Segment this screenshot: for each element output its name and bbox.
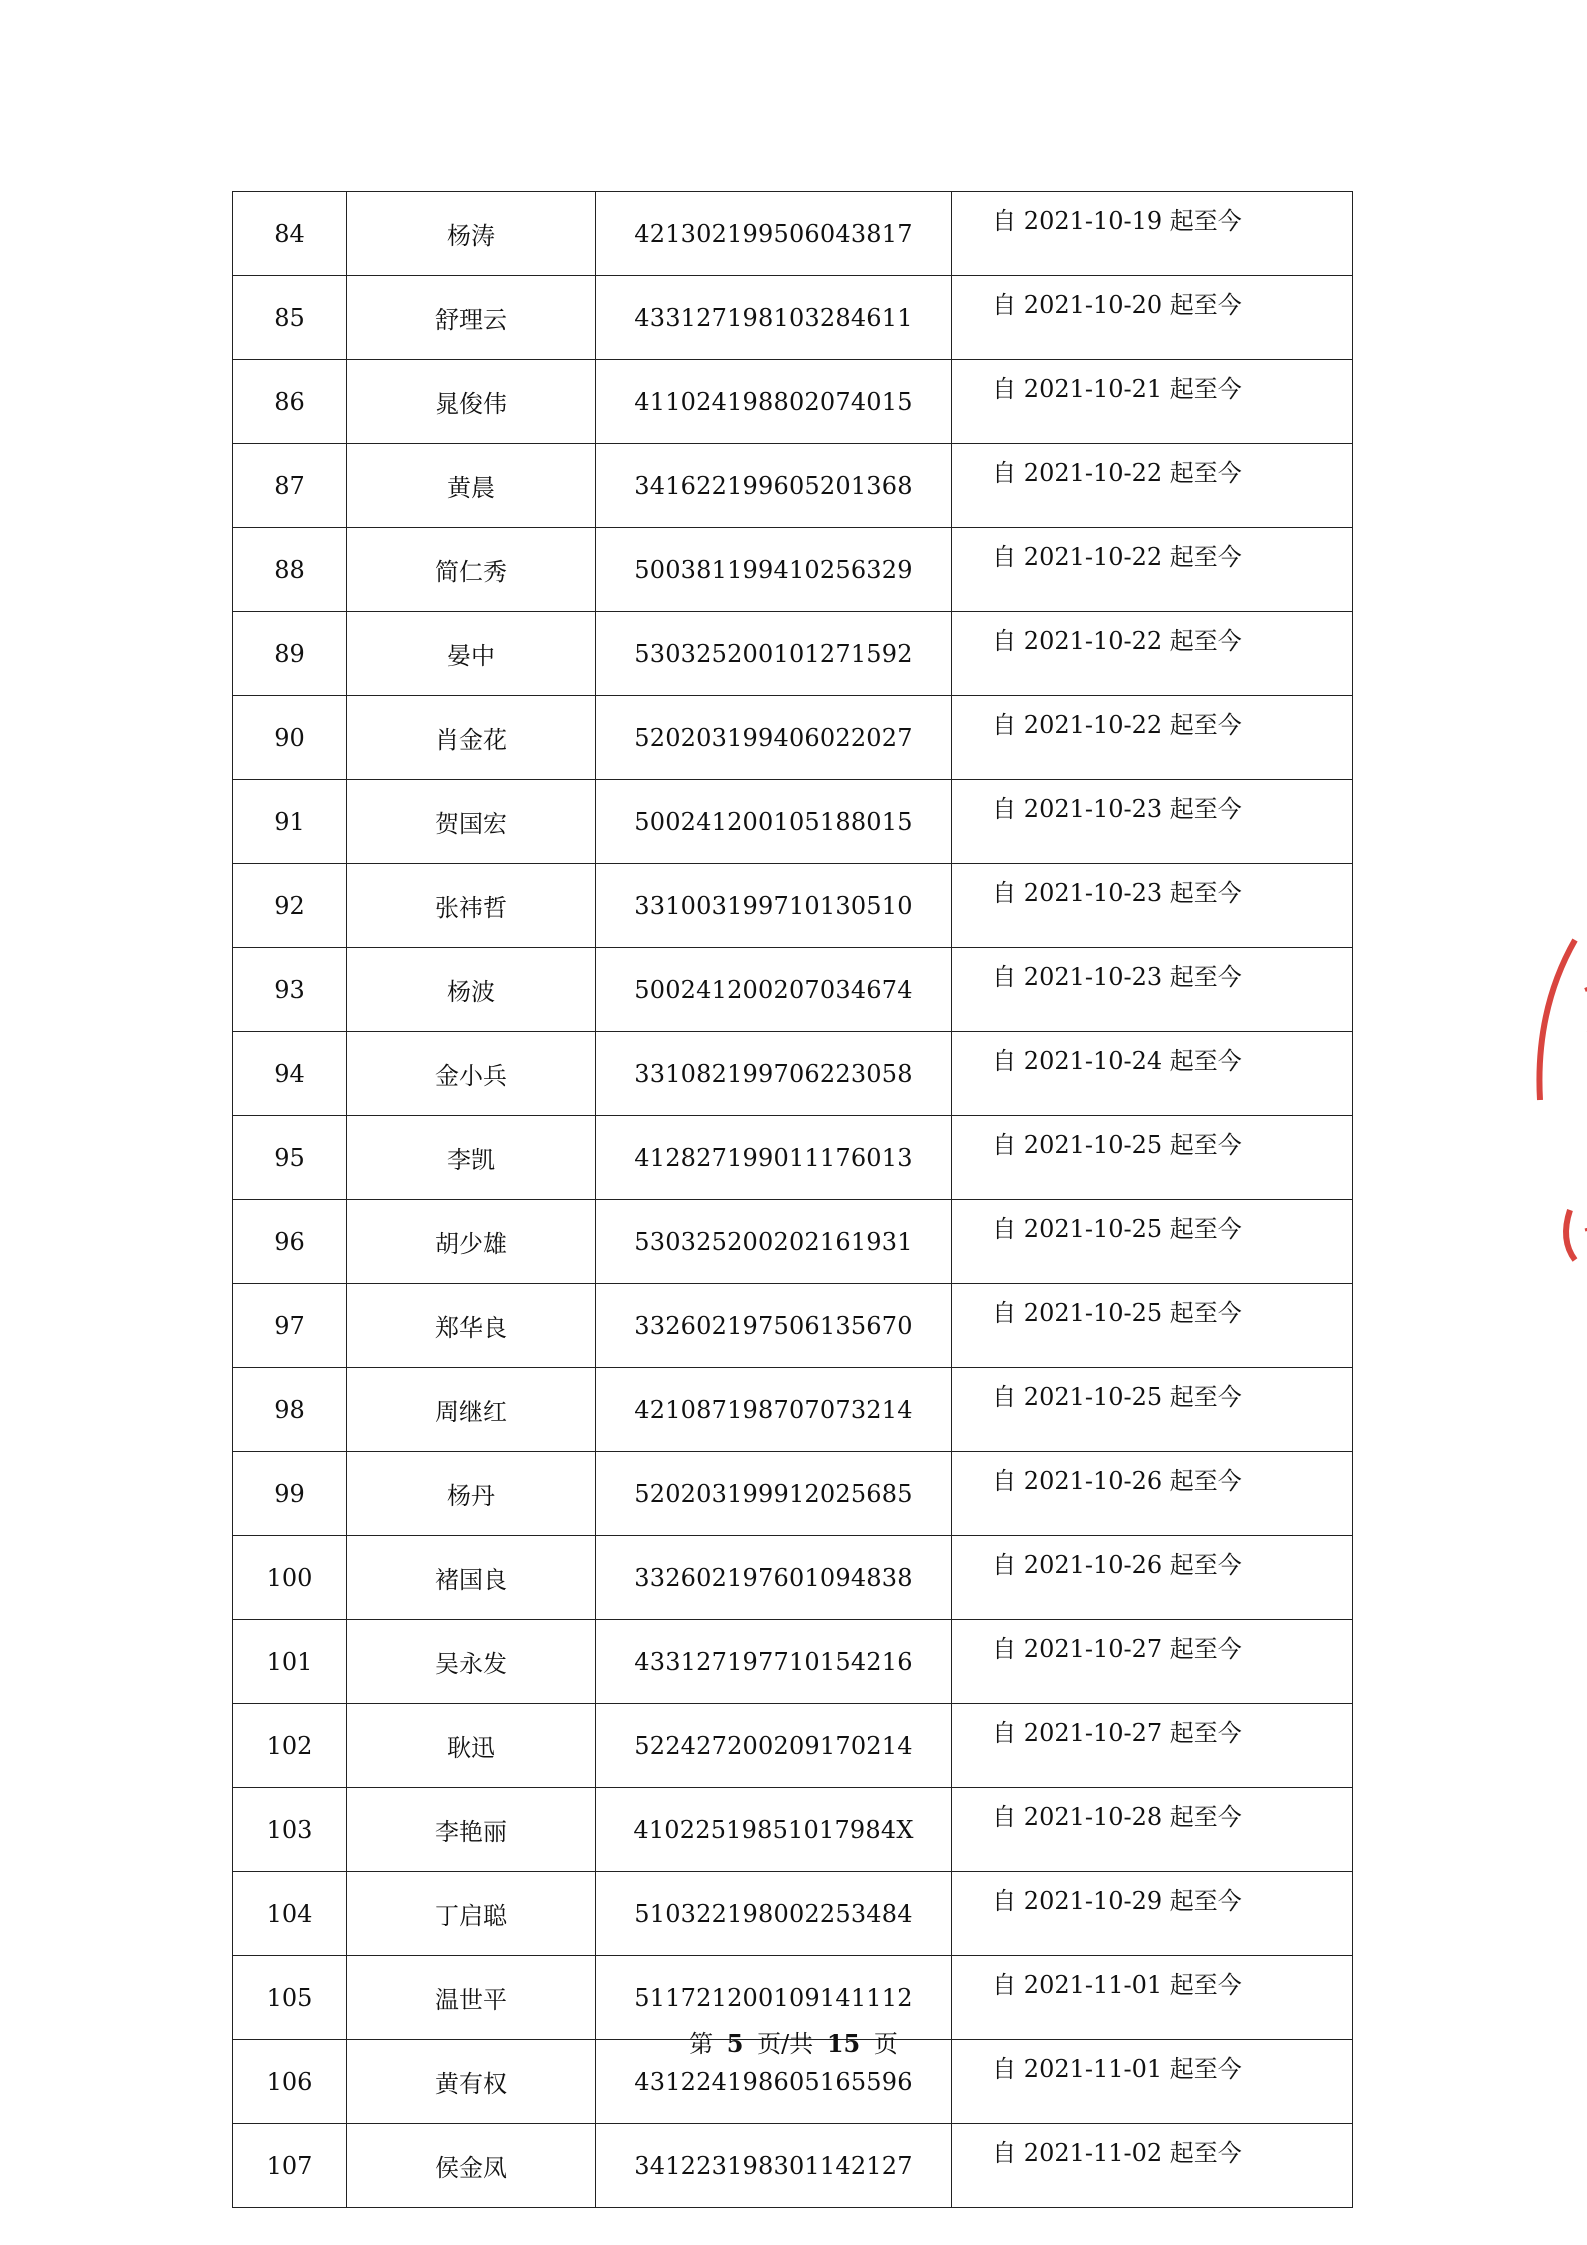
table-row <box>233 1704 1353 1788</box>
row-number: 94 <box>233 1032 347 1116</box>
person-name: 杨涛 <box>347 192 596 276</box>
id-number: 520203199912025685 <box>596 1452 952 1536</box>
row-number: 103 <box>233 1788 347 1872</box>
id-number: 431224198605165596 <box>596 2040 952 2124</box>
row-number: 97 <box>233 1284 347 1368</box>
employment-period: 自 2021-10-20 起至今 <box>952 276 1353 360</box>
table-row <box>233 276 1353 360</box>
table-row <box>233 360 1353 444</box>
table-row <box>233 444 1353 528</box>
person-name: 金小兵 <box>347 1032 596 1116</box>
row-number: 89 <box>233 612 347 696</box>
person-name: 贺国宏 <box>347 780 596 864</box>
table-row <box>233 1452 1353 1536</box>
employment-period: 自 2021-10-29 起至今 <box>952 1872 1353 1956</box>
table-row <box>233 1116 1353 1200</box>
employment-period: 自 2021-10-24 起至今 <box>952 1032 1353 1116</box>
id-number: 41022519851017984X <box>596 1788 952 1872</box>
table-row <box>233 1284 1353 1368</box>
row-number: 100 <box>233 1536 347 1620</box>
person-name: 褚国良 <box>347 1536 596 1620</box>
person-name: 吴永发 <box>347 1620 596 1704</box>
person-name: 晏中 <box>347 612 596 696</box>
person-name: 郑华良 <box>347 1284 596 1368</box>
table-row <box>233 1368 1353 1452</box>
id-number: 510322198002253484 <box>596 1872 952 1956</box>
person-name: 耿迅 <box>347 1704 596 1788</box>
id-number: 421302199506043817 <box>596 192 952 276</box>
row-number: 92 <box>233 864 347 948</box>
person-name: 黄有权 <box>347 2040 596 2124</box>
id-number: 530325200202161931 <box>596 1200 952 1284</box>
footer-middle: 页/共 <box>757 2030 814 2058</box>
row-number: 99 <box>233 1452 347 1536</box>
person-name: 李凯 <box>347 1116 596 1200</box>
id-number: 522427200209170214 <box>596 1704 952 1788</box>
table-row <box>233 612 1353 696</box>
table-row <box>233 528 1353 612</box>
row-number: 86 <box>233 360 347 444</box>
id-number: 500241200207034674 <box>596 948 952 1032</box>
id-number: 412827199011176013 <box>596 1116 952 1200</box>
row-number: 91 <box>233 780 347 864</box>
row-number: 101 <box>233 1620 347 1704</box>
table-row <box>233 2124 1353 2208</box>
row-number: 87 <box>233 444 347 528</box>
employment-period: 自 2021-10-25 起至今 <box>952 1284 1353 1368</box>
table-row <box>233 1032 1353 1116</box>
row-number: 85 <box>233 276 347 360</box>
id-number: 421087198707073214 <box>596 1368 952 1452</box>
table-row <box>233 696 1353 780</box>
table-row <box>233 948 1353 1032</box>
employment-period: 自 2021-10-25 起至今 <box>952 1116 1353 1200</box>
employment-period: 自 2021-11-01 起至今 <box>952 2040 1353 2124</box>
person-name: 丁启聪 <box>347 1872 596 1956</box>
table-row <box>233 780 1353 864</box>
person-name: 周继红 <box>347 1368 596 1452</box>
employment-period: 自 2021-10-23 起至今 <box>952 780 1353 864</box>
person-name: 杨波 <box>347 948 596 1032</box>
id-number: 520203199406022027 <box>596 696 952 780</box>
id-number: 341622199605201368 <box>596 444 952 528</box>
row-number: 104 <box>233 1872 347 1956</box>
id-number: 341223198301142127 <box>596 2124 952 2208</box>
row-number: 90 <box>233 696 347 780</box>
id-number: 500381199410256329 <box>596 528 952 612</box>
employment-period: 自 2021-10-23 起至今 <box>952 948 1353 1032</box>
row-number: 95 <box>233 1116 347 1200</box>
footer-prefix: 第 <box>689 2030 714 2058</box>
person-name: 侯金凤 <box>347 2124 596 2208</box>
employment-period: 自 2021-10-19 起至今 <box>952 192 1353 276</box>
person-name: 肖金花 <box>347 696 596 780</box>
total-page-count: 15 <box>826 2029 861 2058</box>
row-number: 107 <box>233 2124 347 2208</box>
employment-period: 自 2021-11-02 起至今 <box>952 2124 1353 2208</box>
row-number: 102 <box>233 1704 347 1788</box>
table-row <box>233 1872 1353 1956</box>
table-row <box>233 1200 1353 1284</box>
row-number: 98 <box>233 1368 347 1452</box>
records-table-body <box>233 192 1353 2208</box>
employment-period: 自 2021-10-22 起至今 <box>952 528 1353 612</box>
current-page-number: 5 <box>726 2029 744 2058</box>
person-name: 黄晨 <box>347 444 596 528</box>
person-name: 晁俊伟 <box>347 360 596 444</box>
id-number: 331082199706223058 <box>596 1032 952 1116</box>
table-row <box>233 192 1353 276</box>
employment-period: 自 2021-10-23 起至今 <box>952 864 1353 948</box>
employment-period: 自 2021-10-27 起至今 <box>952 1620 1353 1704</box>
employment-period: 自 2021-10-26 起至今 <box>952 1536 1353 1620</box>
row-number: 93 <box>233 948 347 1032</box>
employment-period: 自 2021-10-28 起至今 <box>952 1788 1353 1872</box>
person-name: 李艳丽 <box>347 1788 596 1872</box>
employment-period: 自 2021-10-22 起至今 <box>952 696 1353 780</box>
employment-period: 自 2021-10-25 起至今 <box>952 1368 1353 1452</box>
employment-period: 自 2021-11-01 起至今 <box>952 1956 1353 2040</box>
table-row <box>233 1620 1353 1704</box>
employment-period: 自 2021-10-27 起至今 <box>952 1704 1353 1788</box>
person-name: 杨丹 <box>347 1452 596 1536</box>
person-name: 张祎哲 <box>347 864 596 948</box>
page-footer <box>0 2024 1587 2059</box>
employment-period: 自 2021-10-22 起至今 <box>952 612 1353 696</box>
seal-stamp-fragment <box>1530 930 1587 1270</box>
person-name: 温世平 <box>347 1956 596 2040</box>
employment-period: 自 2021-10-26 起至今 <box>952 1452 1353 1536</box>
row-number: 106 <box>233 2040 347 2124</box>
records-table <box>232 191 1353 2208</box>
id-number: 530325200101271592 <box>596 612 952 696</box>
id-number: 511721200109141112 <box>596 1956 952 2040</box>
table-row <box>233 864 1353 948</box>
row-number: 88 <box>233 528 347 612</box>
row-number: 84 <box>233 192 347 276</box>
employment-period: 自 2021-10-22 起至今 <box>952 444 1353 528</box>
person-name: 胡少雄 <box>347 1200 596 1284</box>
person-name: 简仁秀 <box>347 528 596 612</box>
footer-suffix: 页 <box>873 2030 898 2058</box>
person-name: 舒理云 <box>347 276 596 360</box>
id-number: 433127197710154216 <box>596 1620 952 1704</box>
table-row <box>233 1788 1353 1872</box>
employment-period: 自 2021-10-25 起至今 <box>952 1200 1353 1284</box>
id-number: 500241200105188015 <box>596 780 952 864</box>
id-number: 332602197601094838 <box>596 1536 952 1620</box>
id-number: 332602197506135670 <box>596 1284 952 1368</box>
row-number: 96 <box>233 1200 347 1284</box>
employment-period: 自 2021-10-21 起至今 <box>952 360 1353 444</box>
id-number: 433127198103284611 <box>596 276 952 360</box>
row-number: 105 <box>233 1956 347 2040</box>
id-number: 411024198802074015 <box>596 360 952 444</box>
id-number: 331003199710130510 <box>596 864 952 948</box>
table-row <box>233 1536 1353 1620</box>
